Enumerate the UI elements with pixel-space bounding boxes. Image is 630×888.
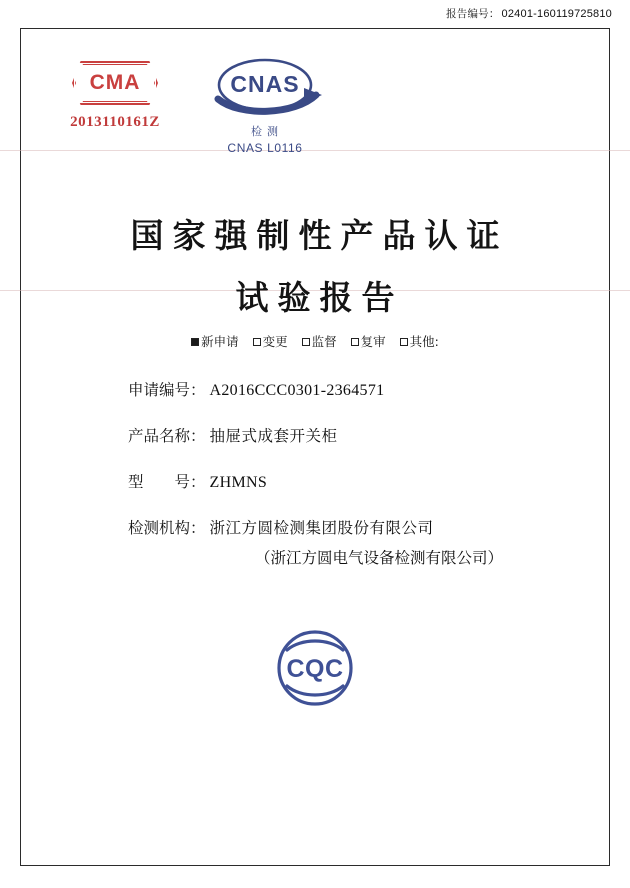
checkbox-checked-icon[interactable] bbox=[191, 338, 199, 346]
option-label: 其他: bbox=[409, 334, 439, 349]
field-value: A2016CCC0301-2364571 bbox=[209, 382, 385, 399]
field-model bbox=[0, 470, 630, 492]
svg-text:CQC: CQC bbox=[286, 655, 344, 683]
cnas-mark bbox=[170, 55, 360, 155]
checkbox-icon[interactable] bbox=[351, 338, 359, 346]
field-value: 浙江方圆检测集团股份有限公司 bbox=[209, 519, 434, 537]
field-label: 申请编号 bbox=[128, 381, 191, 399]
option-label: 复审 bbox=[360, 334, 386, 349]
option-new-application[interactable] bbox=[191, 332, 239, 350]
cqc-seal bbox=[267, 620, 363, 716]
option-other[interactable] bbox=[400, 332, 439, 350]
field-value: ZHMNS bbox=[209, 474, 268, 491]
document-title-line2: 试验报告 bbox=[235, 278, 404, 317]
field-testing-organization bbox=[0, 516, 630, 538]
field-product-name bbox=[0, 424, 630, 446]
svg-text:CNAS: CNAS bbox=[230, 71, 300, 97]
field-colon: ： bbox=[190, 473, 206, 491]
report-number-label: 报告编号： bbox=[446, 8, 500, 20]
option-review[interactable] bbox=[351, 332, 386, 350]
cma-number: 2013110161Z bbox=[70, 114, 160, 130]
cnas-code: CNAS L0116 bbox=[227, 141, 303, 155]
cnas-sub-label: 检 测 bbox=[250, 126, 280, 138]
cma-mark-label: CMA bbox=[89, 71, 141, 94]
field-label: 产品名称 bbox=[128, 427, 191, 445]
field-list bbox=[0, 378, 630, 590]
checkbox-icon[interactable] bbox=[253, 338, 261, 346]
option-label: 变更 bbox=[262, 334, 288, 349]
option-change[interactable] bbox=[253, 332, 288, 350]
field-label: 检测机构 bbox=[128, 519, 191, 537]
cma-badge-icon bbox=[72, 61, 158, 105]
document-title-line1: 国家强制性产品认证 bbox=[130, 216, 509, 255]
option-supervision[interactable] bbox=[302, 332, 337, 350]
field-colon: ： bbox=[190, 381, 206, 399]
option-label: 监督 bbox=[311, 334, 337, 349]
cnas-logo-icon bbox=[200, 55, 330, 117]
report-number-value: 02401-160119725810 bbox=[501, 8, 612, 20]
field-application-number bbox=[0, 378, 630, 400]
accreditation-marks bbox=[0, 55, 630, 165]
field-testing-organization-line2: （浙江方圆电气设备检测有限公司） bbox=[255, 549, 504, 567]
field-colon: ： bbox=[190, 519, 206, 537]
field-value: 抽屉式成套开关柜 bbox=[209, 427, 338, 445]
checkbox-icon[interactable] bbox=[302, 338, 310, 346]
field-label: 型 号 bbox=[128, 473, 191, 491]
cqc-logo-icon bbox=[267, 620, 363, 716]
application-type-options bbox=[0, 332, 630, 350]
report-number bbox=[446, 6, 612, 21]
option-label: 新申请 bbox=[201, 334, 239, 349]
checkbox-icon[interactable] bbox=[400, 338, 408, 346]
field-colon: ： bbox=[190, 427, 206, 445]
